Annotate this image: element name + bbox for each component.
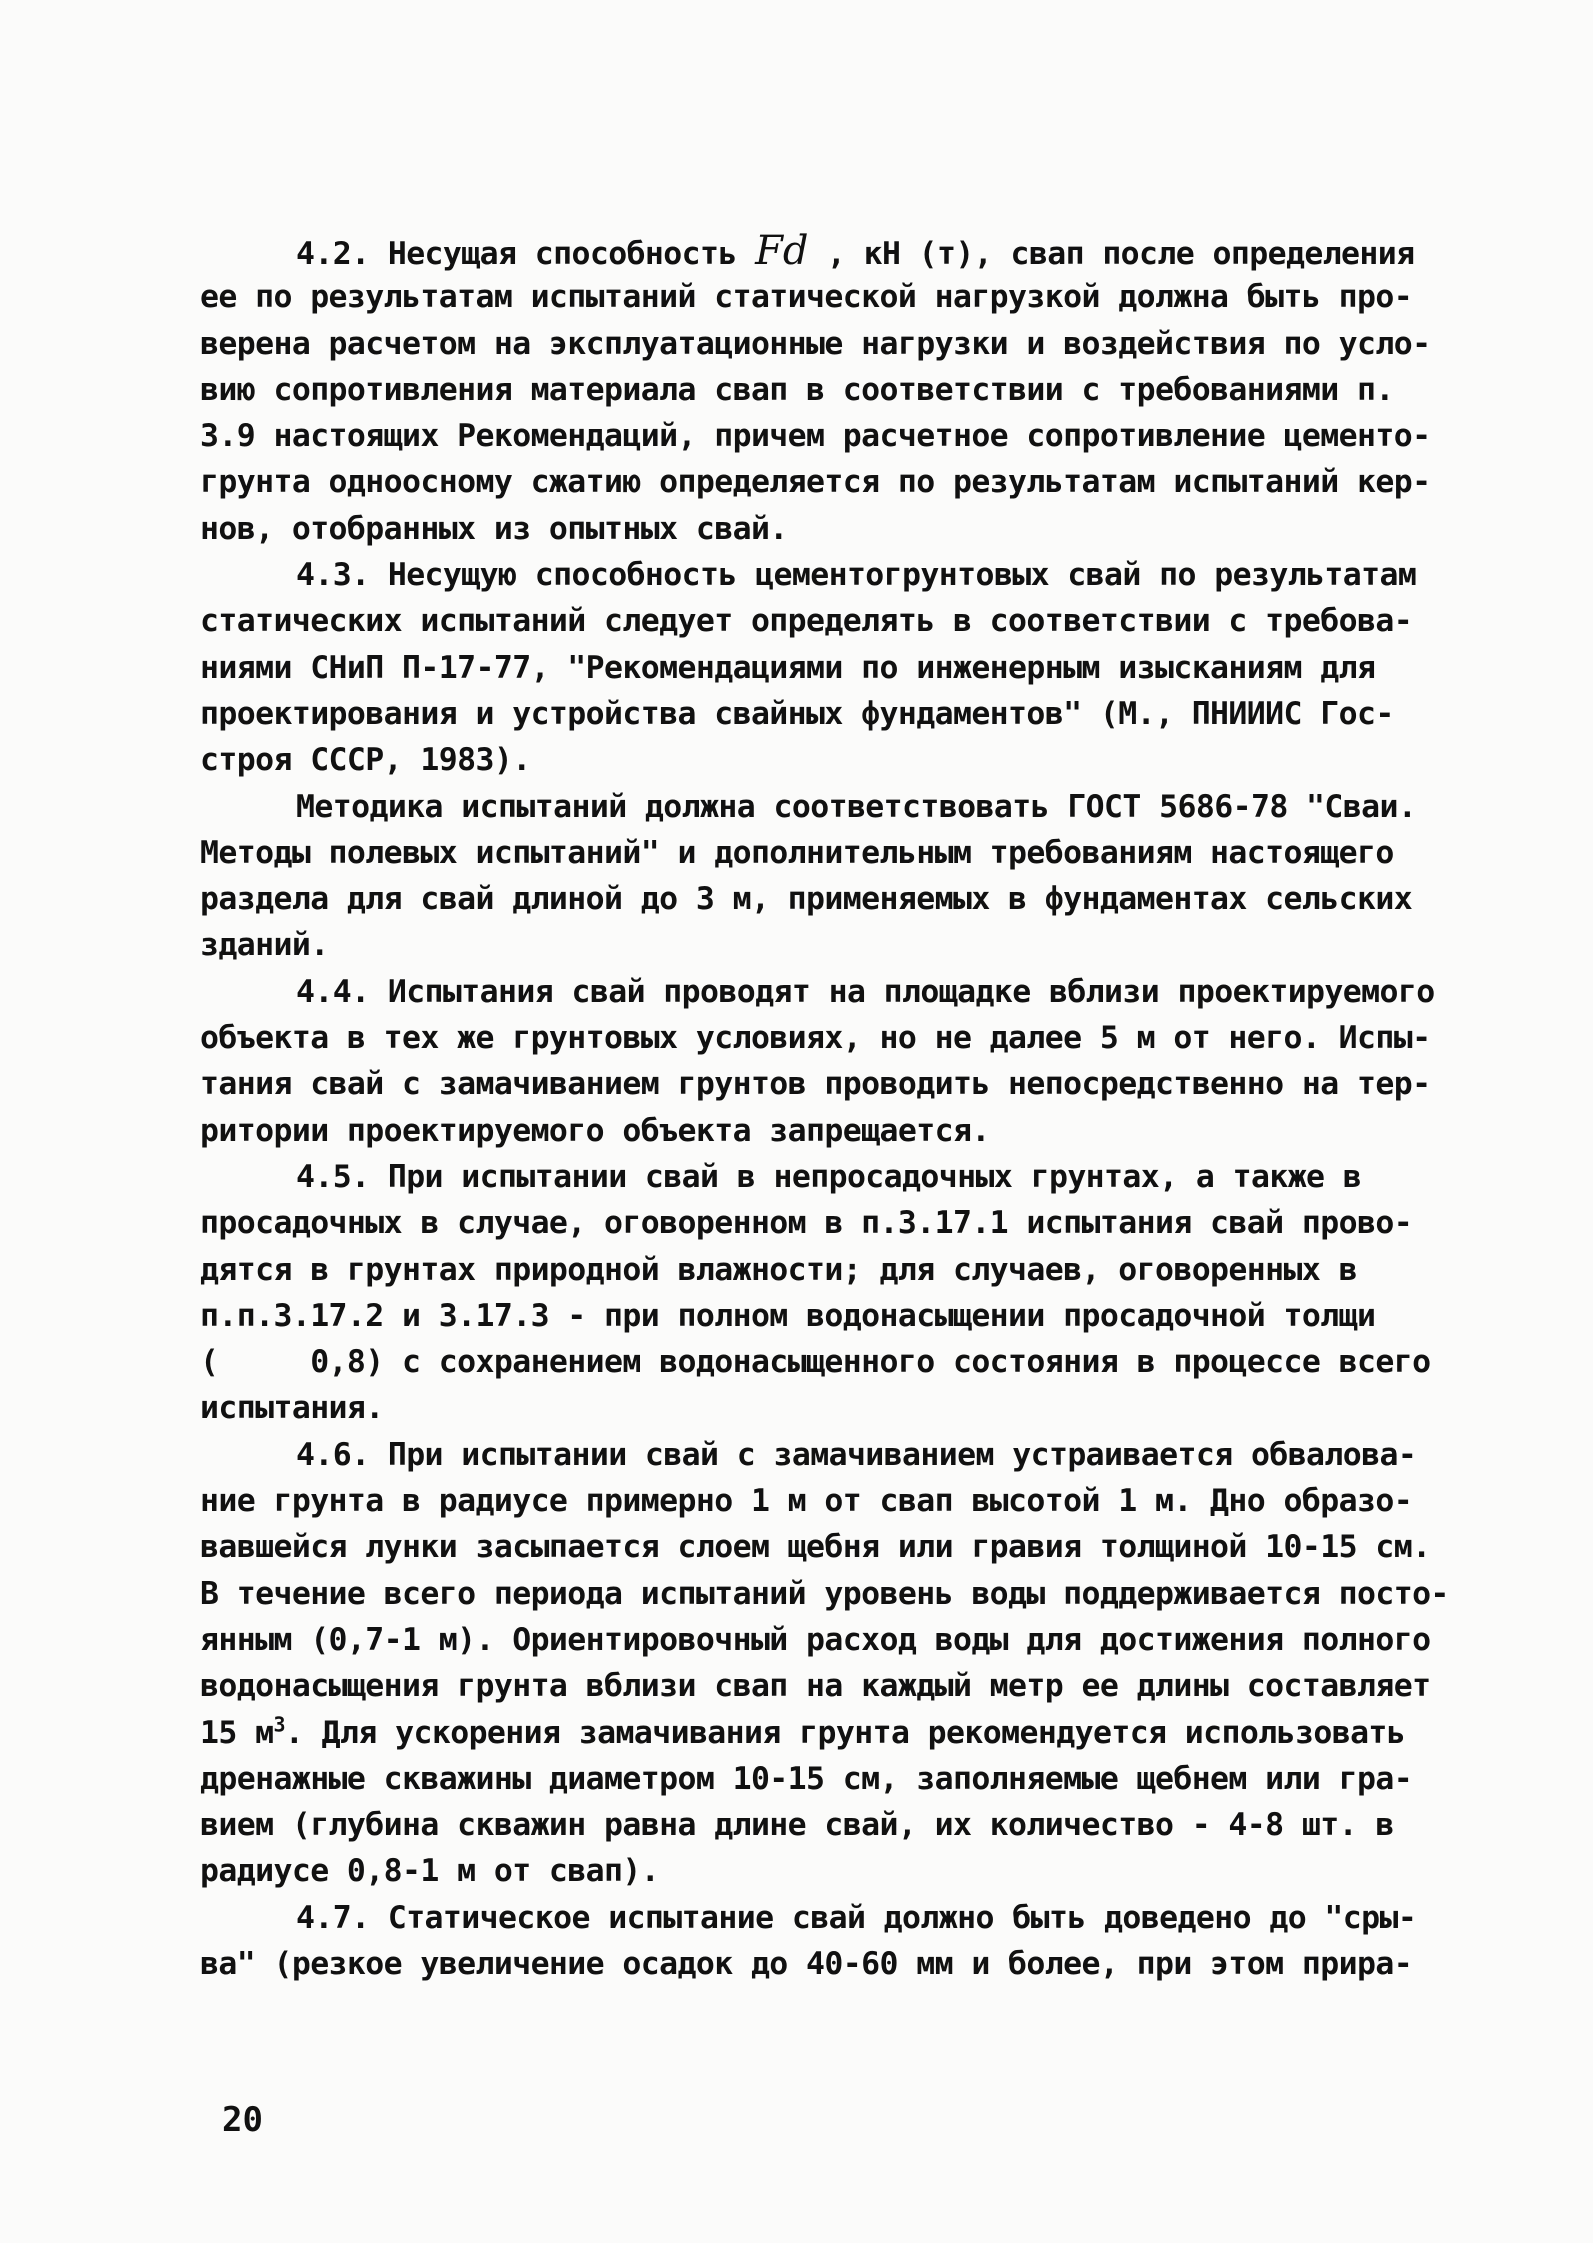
superscript: 3 <box>273 1712 285 1736</box>
text-line <box>200 367 1460 413</box>
text-line <box>200 1756 1460 1802</box>
line-text: дренажные скважины диаметром 10-15 см, заполняемые щебнем или гра- <box>200 1760 1413 1797</box>
document-body <box>200 228 1460 1987</box>
text-line <box>200 459 1460 505</box>
line-text: ва" (резкое увеличение осадок до 40-60 мм и более, при этом прира- <box>200 1945 1413 1982</box>
line-text: 3.9 настоящих Рекомендаций, причем расчетное сопротивление цементо- <box>200 418 1431 455</box>
line-text: радиусе 0,8-1 м от свап). <box>200 1853 660 1890</box>
line-text: строя СССР, 1983). <box>200 742 531 779</box>
line-text: испытания. <box>200 1390 384 1427</box>
line-text: грунта одноосному сжатию определяется по результатам испытаний кер- <box>200 464 1431 501</box>
line-text: вием (глубина скважин равна длине свай, их количество - 4-8 шт. в <box>200 1807 1394 1844</box>
text-line <box>200 830 1460 876</box>
line-text: 15 м <box>200 1714 274 1751</box>
line-text: объекта в тех же грунтовых условиях, но не далее 5 м от него. Испы- <box>200 1020 1431 1057</box>
page-number: 20 <box>222 2100 263 2140</box>
line-text: янным (0,7-1 м). Ориентировочный расход воды для достижения полного <box>200 1621 1431 1658</box>
text-line <box>200 413 1460 459</box>
text-line <box>200 1941 1460 1987</box>
line-text: зданий. <box>200 927 329 964</box>
text-line <box>200 1524 1460 1570</box>
text-line <box>200 228 1460 274</box>
text-line <box>200 1432 1460 1478</box>
text-line <box>200 1848 1460 1894</box>
line-text: просадочных в случае, оговоренном в п.3.17.1 испытания свай прово- <box>200 1205 1413 1242</box>
line-text: 4.5. При испытании свай в непросадочных грунтах, а также в <box>296 1158 1362 1195</box>
text-line <box>200 1478 1460 1524</box>
line-text: п.п.3.17.2 и 3.17.3 - при полном водонасыщении просадочной толщи <box>200 1297 1376 1334</box>
text-line <box>200 1710 1460 1756</box>
line-text: вию сопротивления материала свап в соответствии с требованиями п. <box>200 371 1394 408</box>
text-line <box>200 784 1460 830</box>
line-text: вавшейся лунки засыпается слоем щебня или гравия толщиной 10-15 см. <box>200 1529 1431 1566</box>
text-line <box>200 1200 1460 1246</box>
text-line <box>200 1385 1460 1431</box>
line-text: Методы полевых испытаний" и дополнительным требованиям настоящего <box>200 834 1394 871</box>
line-text: Методика испытаний должна соответствовать ГОСТ 5686-78 "Сваи. <box>296 788 1417 825</box>
line-text: 4.3. Несущую способность цементогрунтовых свай по результатам <box>296 557 1417 594</box>
text-line <box>200 1617 1460 1663</box>
line-text: статических испытаний следует определять в соответствии с требова- <box>200 603 1413 640</box>
text-line <box>200 922 1460 968</box>
line-text: ритории проектируемого объекта запрещается. <box>200 1112 990 1149</box>
line-text: тания свай с замачиванием грунтов проводить непосредственно на тер- <box>200 1066 1431 1103</box>
text-line <box>200 969 1460 1015</box>
line-text: В течение всего периода испытаний уровень воды поддерживается посто- <box>200 1575 1449 1612</box>
line-text: проектирования и устройства свайных фундаментов" (М., ПНИИИС Гос- <box>200 695 1394 732</box>
line-text: ние грунта в радиусе примерно 1 м от свап высотой 1 м. Дно образо- <box>200 1483 1413 1520</box>
line-text-continued: , кН (т), свап после определения <box>808 236 1415 272</box>
text-line <box>200 274 1460 320</box>
text-line <box>200 1015 1460 1061</box>
line-text: дятся в грунтах природной влажности; для случаев, оговоренных в <box>200 1251 1357 1288</box>
line-text: раздела для свай длиной до 3 м, применяемых в фундаментах сельских <box>200 881 1413 918</box>
line-text: 4.4. Испытания свай проводят на площадке вблизи проектируемого <box>296 973 1435 1010</box>
text-line <box>200 1339 1460 1385</box>
line-text: водонасыщения грунта вблизи свап на каждый метр ее длины составляет <box>200 1668 1431 1705</box>
line-text: верена расчетом на эксплуатационные нагрузки и воздействия по усло- <box>200 325 1431 362</box>
line-text: 4.2. Несущая способность <box>296 236 756 272</box>
text-line <box>200 1571 1460 1617</box>
text-line <box>200 876 1460 922</box>
text-line <box>200 1663 1460 1709</box>
text-line <box>200 1154 1460 1200</box>
text-line <box>200 506 1460 552</box>
line-text: нов, отобранных из опытных свай. <box>200 510 788 547</box>
line-text: 4.7. Статическое испытание свай должно быть доведено до "сры- <box>296 1899 1417 1936</box>
text-line <box>200 1293 1460 1339</box>
text-line <box>200 1108 1460 1154</box>
line-text: ниями СНиП П-17-77, "Рекомендациями по инженерным изысканиям для <box>200 649 1376 686</box>
formula-symbol: Fd <box>755 228 809 274</box>
text-line <box>200 645 1460 691</box>
line-text: ее по результатам испытаний статической нагрузкой должна быть про- <box>200 279 1413 316</box>
line-text: ( 0,8) с сохранением водонасыщенного состояния в процессе всего <box>200 1344 1431 1381</box>
line-text: 4.6. При испытании свай с замачиванием устраивается обвалова- <box>296 1436 1417 1473</box>
text-line <box>200 552 1460 598</box>
text-line <box>200 598 1460 644</box>
text-line <box>200 1061 1460 1107</box>
line-text-continued: . Для ускорения замачивания грунта рекомендуется использовать <box>284 1714 1406 1751</box>
text-line <box>200 1802 1460 1848</box>
text-line <box>200 321 1460 367</box>
text-line <box>200 737 1460 783</box>
text-line <box>200 691 1460 737</box>
text-line <box>200 1247 1460 1293</box>
text-line <box>200 1895 1460 1941</box>
